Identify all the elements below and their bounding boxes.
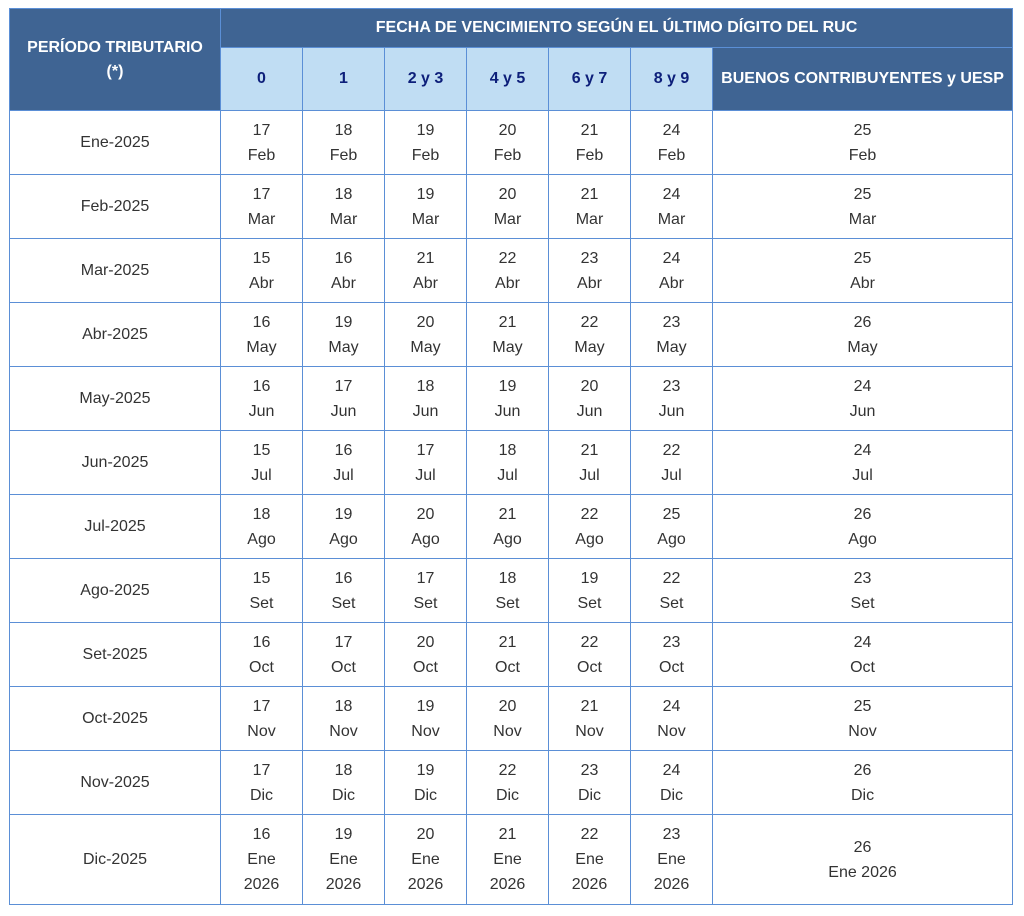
due-month: May [492, 338, 523, 356]
due-month: Jun [412, 402, 439, 420]
due-day: 17 [416, 441, 435, 459]
due-day: 24 [662, 249, 681, 267]
due-day: 22 [580, 826, 599, 843]
due-day: 19 [416, 761, 435, 779]
due-month: May [328, 338, 359, 356]
due-day: 24 [853, 377, 872, 395]
period-cell: Abr-2025 [10, 303, 221, 367]
due-day: 23 [662, 313, 681, 331]
table-row [10, 687, 1013, 751]
due-year: 2026 [653, 876, 690, 893]
due-day: 25 [662, 505, 681, 523]
due-month: Jul [852, 466, 873, 484]
due-month: Mar [575, 210, 604, 228]
due-date-cell [631, 175, 713, 239]
due-date-cell [303, 623, 385, 687]
digit-header-8-9: 8 y 9 [631, 48, 713, 111]
due-date-cell [385, 239, 467, 303]
due-day: 24 [662, 121, 681, 139]
due-day: 24 [662, 761, 681, 779]
due-day: 19 [416, 121, 435, 139]
due-month: Feb [329, 146, 358, 164]
due-day: 18 [334, 697, 353, 715]
due-date-cell [467, 495, 549, 559]
due-date-cell [467, 687, 549, 751]
due-month: Feb [493, 146, 522, 164]
due-month: Dic [495, 786, 520, 804]
digit-header-4-5: 4 y 5 [467, 48, 549, 111]
due-day: 20 [498, 185, 517, 203]
due-month: Oct [659, 658, 684, 676]
due-month: May [847, 338, 878, 356]
due-day: 16 [252, 826, 271, 843]
due-date-cell [631, 431, 713, 495]
due-date-cell [385, 303, 467, 367]
due-month: May [246, 338, 277, 356]
due-month: Mar [411, 210, 440, 228]
due-day: 21 [416, 249, 435, 267]
due-month: Ene [329, 851, 358, 868]
due-date-cell [303, 239, 385, 303]
due-month: Dic [249, 786, 274, 804]
due-month: Abr [413, 274, 438, 292]
period-header-label: PERÍODO TRIBUTARIO [27, 38, 203, 56]
due-month: Dic [331, 786, 356, 804]
good-taxpayers-cell [713, 559, 1013, 623]
due-date-cell [303, 303, 385, 367]
due-year: 2026 [325, 876, 362, 893]
due-day: 15 [252, 569, 271, 587]
due-month: May [410, 338, 441, 356]
due-month: Jul [415, 466, 436, 484]
table-row [10, 815, 1013, 905]
due-month: Ene [247, 851, 276, 868]
due-date-cell [221, 175, 303, 239]
due-month: Nov [493, 722, 522, 740]
due-month: Nov [657, 722, 686, 740]
period-cell: Oct-2025 [10, 687, 221, 751]
good-taxpayers-cell [713, 815, 1013, 905]
due-month: Oct [331, 658, 356, 676]
due-day: 16 [252, 377, 271, 395]
due-day: 22 [580, 505, 599, 523]
good-taxpayers-cell [713, 623, 1013, 687]
due-day: 19 [416, 697, 435, 715]
due-date-cell [631, 559, 713, 623]
due-day: 22 [498, 761, 517, 779]
due-month: Ago [493, 530, 522, 548]
due-month: Ago [575, 530, 604, 548]
due-date-cell [549, 687, 631, 751]
due-month: Oct [413, 658, 438, 676]
due-month: May [574, 338, 605, 356]
due-date-cell [631, 367, 713, 431]
due-month: Set [577, 594, 602, 612]
due-month: Dic [850, 786, 875, 804]
due-day: 19 [334, 826, 353, 843]
table-row [10, 623, 1013, 687]
due-day: 23 [662, 633, 681, 651]
due-month: Mar [493, 210, 522, 228]
due-day: 23 [662, 826, 681, 843]
due-date-cell [549, 111, 631, 175]
good-taxpayers-cell [713, 751, 1013, 815]
due-date-cell [549, 751, 631, 815]
due-date-cell [385, 175, 467, 239]
good-taxpayers-header: BUENOS CONTRIBUYENTES y UESP [713, 48, 1013, 111]
due-day: 17 [252, 697, 271, 715]
due-date-cell [385, 687, 467, 751]
due-date-cell [221, 687, 303, 751]
due-month: Mar [657, 210, 686, 228]
due-month: Ene [657, 851, 686, 868]
due-month: Jun [658, 402, 685, 420]
table-row [10, 495, 1013, 559]
due-month: Dic [577, 786, 602, 804]
due-day: 25 [853, 185, 872, 203]
due-day: 17 [334, 377, 353, 395]
due-month: Nov [575, 722, 604, 740]
due-date-cell [385, 751, 467, 815]
due-date-cell [221, 431, 303, 495]
due-month: Abr [659, 274, 684, 292]
due-month: Mar [329, 210, 358, 228]
due-day: 26 [853, 313, 872, 331]
due-date-cell [303, 111, 385, 175]
due-day: 21 [498, 826, 517, 843]
due-day: 24 [662, 185, 681, 203]
due-month: Abr [249, 274, 274, 292]
due-month: Jul [661, 466, 682, 484]
due-date-cell [221, 239, 303, 303]
due-day: 17 [252, 121, 271, 139]
due-month: Oct [495, 658, 520, 676]
due-date-cell [221, 751, 303, 815]
due-day: 25 [853, 121, 872, 139]
due-date-cell [221, 303, 303, 367]
table-row [10, 751, 1013, 815]
due-year: 2026 [407, 876, 444, 893]
due-day: 16 [334, 249, 353, 267]
due-date-cell [385, 815, 467, 905]
period-cell: May-2025 [10, 367, 221, 431]
due-month: Nov [411, 722, 440, 740]
due-date-cell [221, 815, 303, 905]
due-day: 16 [334, 441, 353, 459]
due-date-group-header: FECHA DE VENCIMIENTO SEGÚN EL ÚLTIMO DÍGITO DEL RUC [221, 9, 1013, 48]
due-month: Jul [497, 466, 518, 484]
due-month: May [656, 338, 687, 356]
due-date-cell [631, 687, 713, 751]
due-month: Ene [493, 851, 522, 868]
due-month: Set [331, 594, 356, 612]
due-day: 21 [498, 505, 517, 523]
due-month: Ago [848, 530, 877, 548]
due-date-cell [631, 239, 713, 303]
good-taxpayers-cell [713, 111, 1013, 175]
due-month: Jun [849, 402, 876, 420]
digit-header-0: 0 [221, 48, 303, 111]
digit-header-6-7: 6 y 7 [549, 48, 631, 111]
due-month: Oct [850, 658, 875, 676]
due-date-cell [467, 303, 549, 367]
due-day: 26 [853, 838, 872, 856]
due-date-cell [631, 303, 713, 367]
due-year: 2026 [243, 876, 280, 893]
due-month: Jul [333, 466, 354, 484]
period-cell: Set-2025 [10, 623, 221, 687]
due-date-cell [221, 559, 303, 623]
due-month: Ago [329, 530, 358, 548]
due-month: Dic [413, 786, 438, 804]
digit-header-2-3: 2 y 3 [385, 48, 467, 111]
due-date-cell [221, 623, 303, 687]
due-date-cell [631, 815, 713, 905]
table-row [10, 559, 1013, 623]
due-day: 21 [498, 633, 517, 651]
period-cell: Ene-2025 [10, 111, 221, 175]
due-date-cell [631, 111, 713, 175]
due-month: Abr [577, 274, 602, 292]
table-row [10, 367, 1013, 431]
due-day: 20 [498, 121, 517, 139]
due-month: Feb [247, 146, 276, 164]
due-day: 19 [334, 313, 353, 331]
due-day: 18 [334, 185, 353, 203]
due-date-cell [385, 559, 467, 623]
due-month: Set [495, 594, 520, 612]
due-day: 23 [853, 569, 872, 587]
due-month: Jun [494, 402, 521, 420]
due-date-cell [303, 559, 385, 623]
due-date-cell [385, 111, 467, 175]
due-day: 18 [334, 121, 353, 139]
due-date-cell [303, 431, 385, 495]
due-day: 22 [662, 569, 681, 587]
due-day: 20 [416, 633, 435, 651]
due-date-cell [467, 239, 549, 303]
due-month: Ago [411, 530, 440, 548]
due-day: 24 [662, 697, 681, 715]
good-taxpayers-cell [713, 495, 1013, 559]
good-taxpayers-cell [713, 303, 1013, 367]
due-day: 23 [580, 249, 599, 267]
good-taxpayers-cell [713, 175, 1013, 239]
due-month: Jun [248, 402, 275, 420]
due-date-cell [467, 559, 549, 623]
due-day: 19 [580, 569, 599, 587]
due-day: 25 [853, 697, 872, 715]
period-header [10, 9, 221, 111]
due-month: Mar [247, 210, 276, 228]
due-month: Dic [659, 786, 684, 804]
period-header-note: (*) [106, 62, 124, 80]
period-cell: Feb-2025 [10, 175, 221, 239]
due-date-cell [467, 431, 549, 495]
due-day: 15 [252, 441, 271, 459]
due-date-cell [549, 623, 631, 687]
due-date-cell [467, 175, 549, 239]
due-date-cell [385, 623, 467, 687]
table-row [10, 431, 1013, 495]
due-date-cell [303, 687, 385, 751]
period-cell: Jul-2025 [10, 495, 221, 559]
due-day: 22 [662, 441, 681, 459]
due-day: 21 [580, 121, 599, 139]
good-taxpayers-cell [713, 239, 1013, 303]
due-day: 26 [853, 761, 872, 779]
digit-header-1: 1 [303, 48, 385, 111]
due-date-cell [467, 751, 549, 815]
due-date-cell [385, 495, 467, 559]
due-day: 22 [580, 313, 599, 331]
due-day: 16 [252, 313, 271, 331]
due-day: 26 [853, 505, 872, 523]
due-day: 17 [334, 633, 353, 651]
due-month: Jul [251, 466, 272, 484]
due-month: Feb [657, 146, 686, 164]
due-day: 24 [853, 633, 872, 651]
table-row [10, 239, 1013, 303]
due-date-cell [467, 815, 549, 905]
good-taxpayers-cell [713, 367, 1013, 431]
due-date-cell [549, 367, 631, 431]
due-date-cell [549, 431, 631, 495]
due-day: 18 [498, 569, 517, 587]
due-day: 16 [252, 633, 271, 651]
table-row [10, 111, 1013, 175]
due-day: 18 [252, 505, 271, 523]
due-date-cell [549, 239, 631, 303]
due-day: 17 [252, 185, 271, 203]
due-day: 18 [498, 441, 517, 459]
due-month: Set [413, 594, 438, 612]
due-day: 23 [662, 377, 681, 395]
due-month: Ene [575, 851, 604, 868]
due-date-cell [303, 367, 385, 431]
due-date-cell [303, 175, 385, 239]
due-month: Ago [657, 530, 686, 548]
due-day: 17 [416, 569, 435, 587]
due-date-cell [221, 367, 303, 431]
due-date-cell [385, 367, 467, 431]
due-date-cell [549, 303, 631, 367]
due-day: 20 [580, 377, 599, 395]
due-month: Abr [495, 274, 520, 292]
due-date-cell [467, 623, 549, 687]
due-day: 25 [853, 249, 872, 267]
due-month: Jun [576, 402, 603, 420]
due-day: 22 [580, 633, 599, 651]
due-date-cell [467, 111, 549, 175]
due-month: Set [659, 594, 684, 612]
due-year: 2026 [489, 876, 526, 893]
due-day: 20 [416, 505, 435, 523]
due-dates-table [9, 8, 1013, 905]
table-row [10, 303, 1013, 367]
due-day: 18 [334, 761, 353, 779]
due-date-cell [631, 495, 713, 559]
due-day: 16 [334, 569, 353, 587]
due-month: Nov [247, 722, 276, 740]
due-month: Abr [331, 274, 356, 292]
due-month: Oct [249, 658, 274, 676]
due-day: 17 [252, 761, 271, 779]
due-month: Nov [848, 722, 877, 740]
due-date-cell [221, 495, 303, 559]
due-day: 21 [580, 441, 599, 459]
due-month: Ene 2026 [828, 863, 897, 881]
due-date-cell [385, 431, 467, 495]
due-date-cell [303, 815, 385, 905]
due-date-cell [549, 495, 631, 559]
due-month: Jun [330, 402, 357, 420]
due-date-cell [221, 111, 303, 175]
due-date-cell [631, 623, 713, 687]
due-day: 20 [416, 826, 435, 843]
due-date-cell [303, 495, 385, 559]
due-day: 19 [416, 185, 435, 203]
due-month: Set [249, 594, 274, 612]
due-month: Feb [848, 146, 877, 164]
table-row [10, 175, 1013, 239]
good-taxpayers-cell [713, 687, 1013, 751]
due-month: Feb [575, 146, 604, 164]
due-day: 21 [498, 313, 517, 331]
period-cell: Jun-2025 [10, 431, 221, 495]
due-day: 20 [498, 697, 517, 715]
due-month: Jul [579, 466, 600, 484]
due-day: 15 [252, 249, 271, 267]
period-cell: Dic-2025 [10, 815, 221, 905]
due-month: Set [850, 594, 875, 612]
due-date-cell [549, 175, 631, 239]
due-date-cell [303, 751, 385, 815]
due-day: 18 [416, 377, 435, 395]
due-month: Feb [411, 146, 440, 164]
due-month: Ene [411, 851, 440, 868]
due-month: Oct [577, 658, 602, 676]
table-body [10, 111, 1013, 905]
good-taxpayers-cell [713, 431, 1013, 495]
due-day: 22 [498, 249, 517, 267]
period-cell: Ago-2025 [10, 559, 221, 623]
due-month: Abr [850, 274, 875, 292]
due-month: Mar [848, 210, 877, 228]
due-date-cell [549, 815, 631, 905]
due-date-cell [631, 751, 713, 815]
due-day: 20 [416, 313, 435, 331]
due-year: 2026 [571, 876, 608, 893]
due-day: 21 [580, 185, 599, 203]
due-month: Ago [247, 530, 276, 548]
period-cell: Mar-2025 [10, 239, 221, 303]
due-day: 19 [498, 377, 517, 395]
due-day: 21 [580, 697, 599, 715]
due-day: 24 [853, 441, 872, 459]
due-date-cell [467, 367, 549, 431]
due-month: Nov [329, 722, 358, 740]
due-day: 19 [334, 505, 353, 523]
period-cell: Nov-2025 [10, 751, 221, 815]
due-date-cell [549, 559, 631, 623]
due-day: 23 [580, 761, 599, 779]
